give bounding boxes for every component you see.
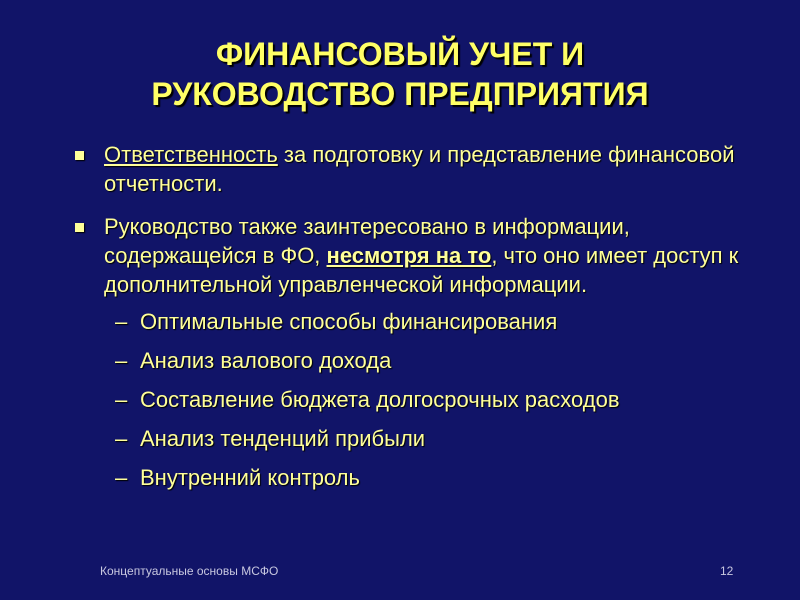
bullet-emphasis-text: несмотря на то	[326, 243, 492, 268]
sub-item-label: Оптимальные способы финансирования	[140, 309, 558, 334]
sub-item-label: Составление бюджета долгосрочных расходов	[140, 387, 620, 412]
slide-title-line-2: РУКОВОДСТВО ПРЕДПРИЯТИЯ	[151, 76, 649, 112]
bullet-item-management-interest	[73, 212, 773, 299]
slide-content	[73, 140, 773, 502]
dash-bullet-icon: –	[115, 309, 128, 334]
slide-footer: Концептуальные основы МСФО	[100, 564, 279, 578]
bullet-item-responsibility	[73, 140, 773, 198]
slide-title-line-1: ФИНАНСОВЫЙ УЧЕТ И	[215, 36, 585, 72]
sub-item-profit-trends	[73, 424, 773, 453]
sub-item-label: Анализ тенденций прибыли	[140, 426, 426, 451]
dash-bullet-icon: –	[115, 348, 128, 373]
bullet-emphasis-text: Ответственность	[104, 142, 278, 167]
sub-item-label: Внутренний контроль	[140, 465, 360, 490]
page-number: 12	[720, 564, 734, 578]
sub-item-capital-budget	[73, 385, 773, 414]
bullet-text: , что оно имеет доступ к дополнительной управленческой информации.	[104, 243, 739, 297]
sub-bullet-list	[73, 307, 773, 492]
dash-bullet-icon: –	[115, 426, 128, 451]
bullet-text: за подготовку и представление финансовой отчетности.	[104, 142, 735, 196]
dash-bullet-icon: –	[115, 465, 128, 490]
square-bullet-icon	[75, 151, 84, 160]
sub-item-label: Анализ валового дохода	[140, 348, 392, 373]
bullet-text: Руководство также заинтересовано в информации, содержащейся в ФО,	[104, 214, 630, 268]
square-bullet-icon	[75, 223, 84, 232]
sub-item-internal-control	[73, 463, 773, 492]
slide-title	[0, 34, 800, 114]
sub-item-gross-income	[73, 346, 773, 375]
dash-bullet-icon: –	[115, 387, 128, 412]
sub-item-financing	[73, 307, 773, 336]
